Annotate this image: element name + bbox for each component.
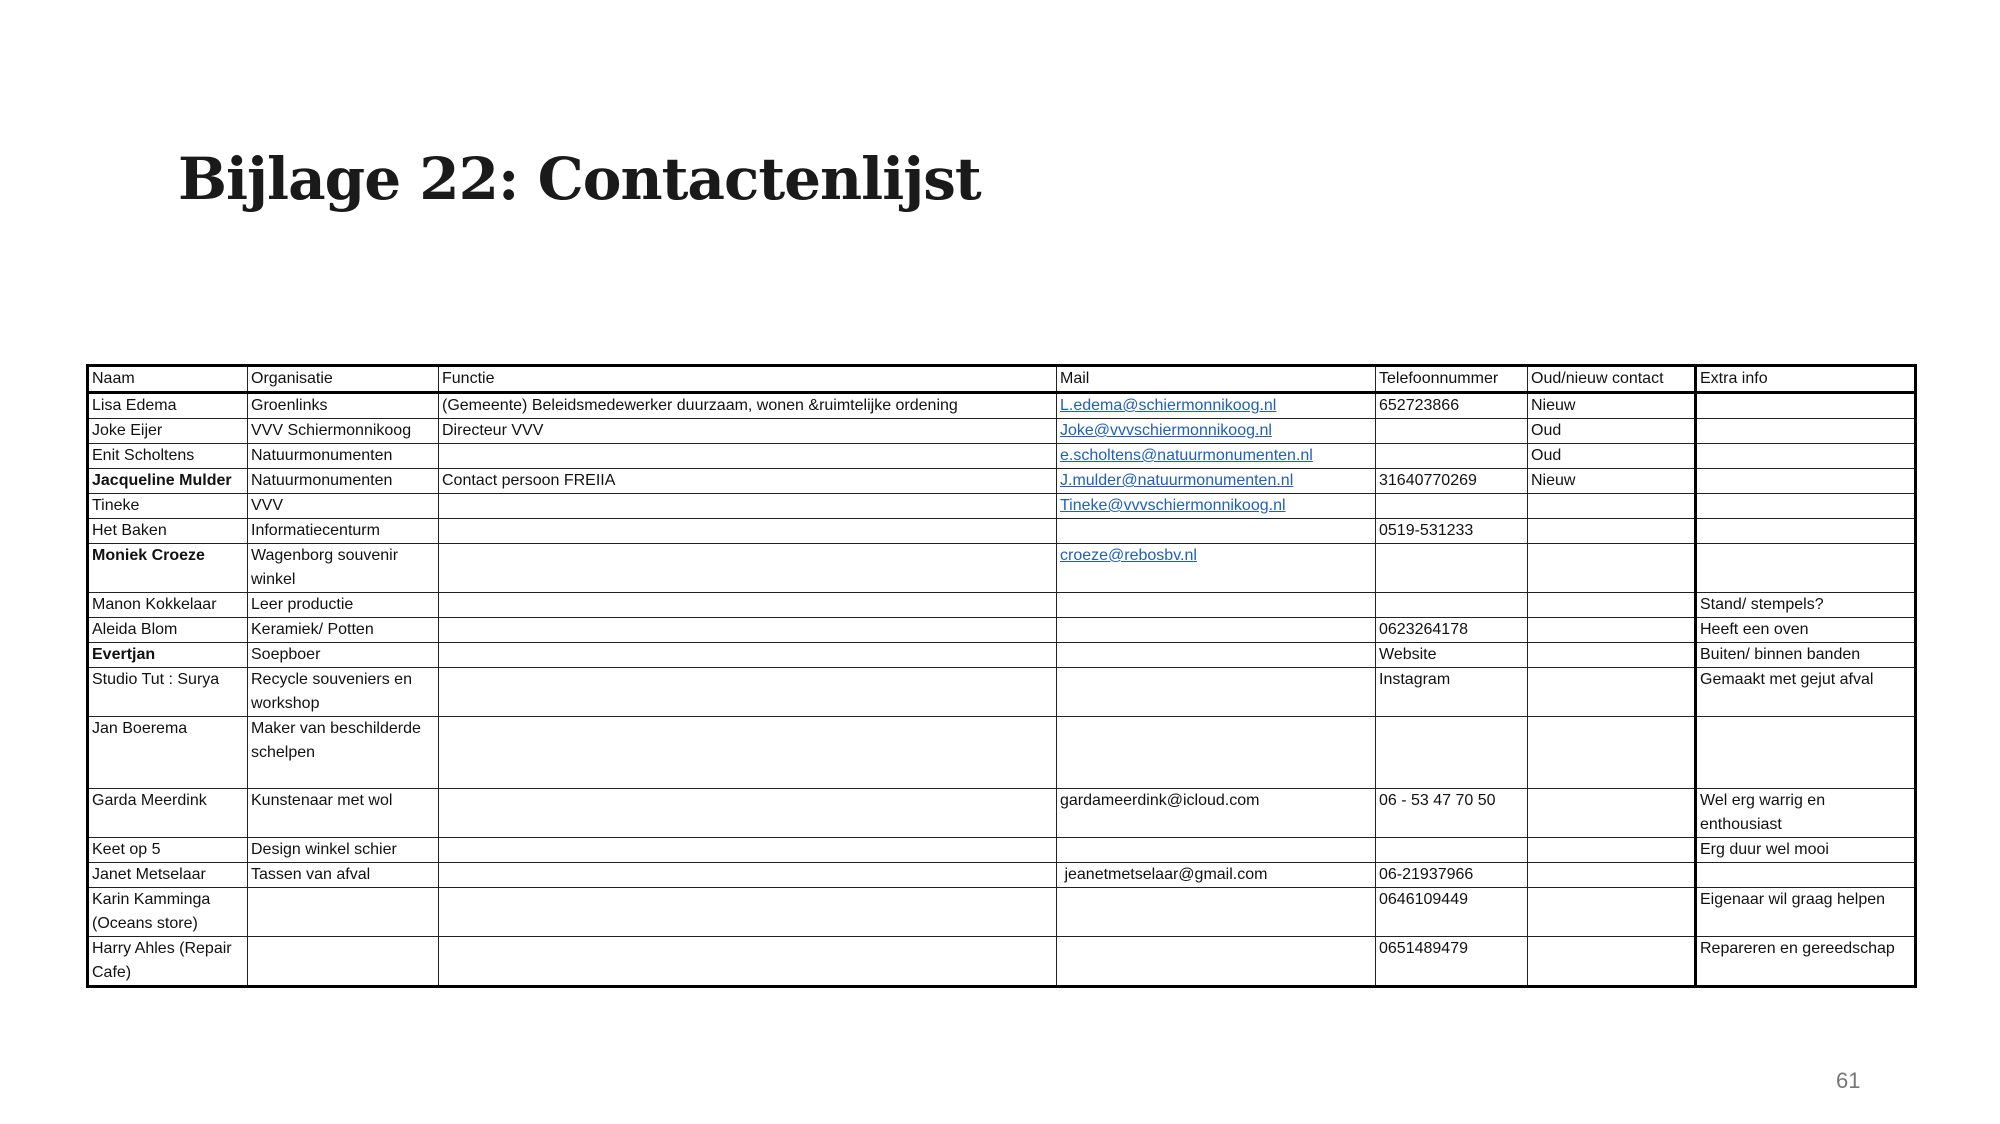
cell-extra	[1696, 393, 1916, 419]
cell-functie	[439, 717, 1057, 789]
cell-functie	[439, 494, 1057, 519]
cell-naam: Karin Kamminga (Oceans store)	[88, 888, 248, 937]
cell-mail	[1057, 838, 1376, 863]
cell-naam: Moniek Croeze	[88, 544, 248, 593]
cell-mail	[1057, 544, 1376, 593]
cell-mail	[1057, 789, 1376, 838]
cell-status: Oud	[1528, 444, 1696, 469]
cell-telefoon	[1376, 419, 1528, 444]
cell-organisatie: Groenlinks	[248, 393, 439, 419]
table-row	[88, 419, 1916, 444]
contact-table	[86, 364, 1917, 988]
cell-telefoon: 0623264178	[1376, 618, 1528, 643]
mail-link[interactable]: L.edema@schiermonnikoog.nl	[1060, 397, 1277, 414]
cell-status	[1528, 544, 1696, 593]
cell-naam: Tineke	[88, 494, 248, 519]
cell-mail	[1057, 393, 1376, 419]
cell-mail	[1057, 618, 1376, 643]
cell-organisatie: Tassen van afval	[248, 863, 439, 888]
cell-status	[1528, 618, 1696, 643]
cell-naam: Garda Meerdink	[88, 789, 248, 838]
cell-functie	[439, 789, 1057, 838]
cell-telefoon	[1376, 494, 1528, 519]
cell-extra: Gemaakt met gejut afval	[1696, 668, 1916, 717]
cell-extra	[1696, 519, 1916, 544]
cell-functie	[439, 838, 1057, 863]
cell-organisatie: Leer productie	[248, 593, 439, 618]
cell-mail	[1057, 593, 1376, 618]
cell-extra: Stand/ stempels?	[1696, 593, 1916, 618]
header-telefoonnummer: Telefoonnummer	[1376, 366, 1528, 393]
table-row	[88, 544, 1916, 593]
cell-naam: Aleida Blom	[88, 618, 248, 643]
header-extra-info: Extra info	[1696, 366, 1916, 393]
cell-functie	[439, 544, 1057, 593]
cell-functie: (Gemeente) Beleidsmedewerker duurzaam, wonen &ruimtelijke ordening	[439, 393, 1057, 419]
cell-extra	[1696, 863, 1916, 888]
cell-functie	[439, 937, 1057, 987]
header-naam: Naam	[88, 366, 248, 393]
table-row	[88, 717, 1916, 789]
page-number: 61	[1836, 1068, 1861, 1093]
cell-status	[1528, 494, 1696, 519]
cell-mail	[1057, 668, 1376, 717]
mail-text: jeanetmetselaar@gmail.com	[1064, 866, 1268, 883]
cell-organisatie: VVV	[248, 494, 439, 519]
cell-extra: Erg duur wel mooi	[1696, 838, 1916, 863]
header-organisatie: Organisatie	[248, 366, 439, 393]
cell-extra	[1696, 717, 1916, 789]
cell-organisatie: Soepboer	[248, 643, 439, 668]
cell-organisatie: Recycle souveniers en workshop	[248, 668, 439, 717]
cell-telefoon: 31640770269	[1376, 469, 1528, 494]
table-row	[88, 888, 1916, 937]
cell-organisatie: Keramiek/ Potten	[248, 618, 439, 643]
cell-naam: Janet Metselaar	[88, 863, 248, 888]
table-row	[88, 668, 1916, 717]
page-title: Bijlage 22: Contactenlijst	[178, 145, 981, 213]
cell-telefoon: Website	[1376, 643, 1528, 668]
table-row	[88, 643, 1916, 668]
cell-status	[1528, 789, 1696, 838]
cell-naam: Enit Scholtens	[88, 444, 248, 469]
table-row	[88, 393, 1916, 419]
cell-telefoon: 06 - 53 47 70 50	[1376, 789, 1528, 838]
cell-naam: Harry Ahles (Repair Cafe)	[88, 937, 248, 987]
header-oud-nieuw-contact: Oud/nieuw contact	[1528, 366, 1696, 393]
header-mail: Mail	[1057, 366, 1376, 393]
cell-naam: Joke Eijer	[88, 419, 248, 444]
cell-telefoon	[1376, 838, 1528, 863]
cell-functie	[439, 888, 1057, 937]
cell-functie: Contact persoon FREIIA	[439, 469, 1057, 494]
cell-extra: Wel erg warrig en enthousiast	[1696, 789, 1916, 838]
cell-naam: Jacqueline Mulder	[88, 469, 248, 494]
cell-organisatie: Natuurmonumenten	[248, 469, 439, 494]
mail-link[interactable]: e.scholtens@natuurmonumenten.nl	[1060, 447, 1313, 464]
cell-organisatie	[248, 937, 439, 987]
cell-status	[1528, 717, 1696, 789]
mail-link[interactable]: Tineke@vvvschiermonnikoog.nl	[1060, 497, 1286, 514]
cell-functie: Directeur VVV	[439, 419, 1057, 444]
cell-naam: Jan Boerema	[88, 717, 248, 789]
cell-naam: Manon Kokkelaar	[88, 593, 248, 618]
cell-telefoon: 0519-531233	[1376, 519, 1528, 544]
cell-functie	[439, 863, 1057, 888]
cell-organisatie	[248, 888, 439, 937]
cell-naam: Evertjan	[88, 643, 248, 668]
cell-functie	[439, 643, 1057, 668]
cell-mail	[1057, 519, 1376, 544]
table-row	[88, 838, 1916, 863]
cell-extra	[1696, 544, 1916, 593]
cell-organisatie: Natuurmonumenten	[248, 444, 439, 469]
mail-text: gardameerdink@icloud.com	[1060, 792, 1260, 809]
cell-extra	[1696, 419, 1916, 444]
cell-status	[1528, 863, 1696, 888]
cell-naam: Lisa Edema	[88, 393, 248, 419]
table-header-row	[88, 366, 1916, 393]
cell-status	[1528, 668, 1696, 717]
cell-organisatie: Kunstenaar met wol	[248, 789, 439, 838]
cell-functie	[439, 444, 1057, 469]
cell-telefoon	[1376, 717, 1528, 789]
table-row	[88, 863, 1916, 888]
cell-organisatie: Design winkel schier	[248, 838, 439, 863]
cell-status	[1528, 593, 1696, 618]
cell-telefoon: 06-21937966	[1376, 863, 1528, 888]
cell-extra	[1696, 494, 1916, 519]
cell-status: Oud	[1528, 419, 1696, 444]
table-row	[88, 593, 1916, 618]
cell-status	[1528, 643, 1696, 668]
cell-mail	[1057, 469, 1376, 494]
table-row	[88, 444, 1916, 469]
cell-mail	[1057, 717, 1376, 789]
cell-organisatie: Maker van beschilderde schelpen	[248, 717, 439, 789]
cell-extra	[1696, 469, 1916, 494]
cell-naam: Studio Tut : Surya	[88, 668, 248, 717]
cell-telefoon: 0651489479	[1376, 937, 1528, 987]
cell-functie	[439, 593, 1057, 618]
cell-organisatie: Wagenborg souvenir winkel	[248, 544, 439, 593]
cell-mail	[1057, 643, 1376, 668]
cell-status: Nieuw	[1528, 469, 1696, 494]
cell-extra: Eigenaar wil graag helpen	[1696, 888, 1916, 937]
mail-link[interactable]: Joke@vvvschiermonnikoog.nl	[1060, 422, 1272, 439]
cell-mail	[1057, 494, 1376, 519]
cell-mail	[1057, 888, 1376, 937]
cell-telefoon: 0646109449	[1376, 888, 1528, 937]
cell-extra: Heeft een oven	[1696, 618, 1916, 643]
table-row	[88, 789, 1916, 838]
cell-status	[1528, 888, 1696, 937]
header-functie: Functie	[439, 366, 1057, 393]
cell-status: Nieuw	[1528, 393, 1696, 419]
cell-naam: Keet op 5	[88, 838, 248, 863]
cell-mail	[1057, 419, 1376, 444]
table-row	[88, 519, 1916, 544]
cell-status	[1528, 519, 1696, 544]
cell-functie	[439, 618, 1057, 643]
cell-status	[1528, 937, 1696, 987]
cell-naam: Het Baken	[88, 519, 248, 544]
cell-telefoon	[1376, 544, 1528, 593]
mail-link[interactable]: J.mulder@natuurmonumenten.nl	[1060, 472, 1294, 489]
cell-extra	[1696, 444, 1916, 469]
cell-mail	[1057, 863, 1376, 888]
cell-telefoon	[1376, 444, 1528, 469]
cell-mail	[1057, 937, 1376, 987]
cell-organisatie: Informatiecenturm	[248, 519, 439, 544]
cell-telefoon	[1376, 593, 1528, 618]
cell-telefoon: 652723866	[1376, 393, 1528, 419]
mail-link[interactable]: croeze@rebosbv.nl	[1060, 547, 1197, 564]
cell-telefoon: Instagram	[1376, 668, 1528, 717]
cell-extra: Repareren en gereedschap	[1696, 937, 1916, 987]
cell-extra: Buiten/ binnen banden	[1696, 643, 1916, 668]
cell-organisatie: VVV Schiermonnikoog	[248, 419, 439, 444]
cell-functie	[439, 519, 1057, 544]
cell-status	[1528, 838, 1696, 863]
cell-functie	[439, 668, 1057, 717]
table-row	[88, 937, 1916, 987]
cell-mail	[1057, 444, 1376, 469]
table-row	[88, 494, 1916, 519]
table-row	[88, 618, 1916, 643]
table-row	[88, 469, 1916, 494]
